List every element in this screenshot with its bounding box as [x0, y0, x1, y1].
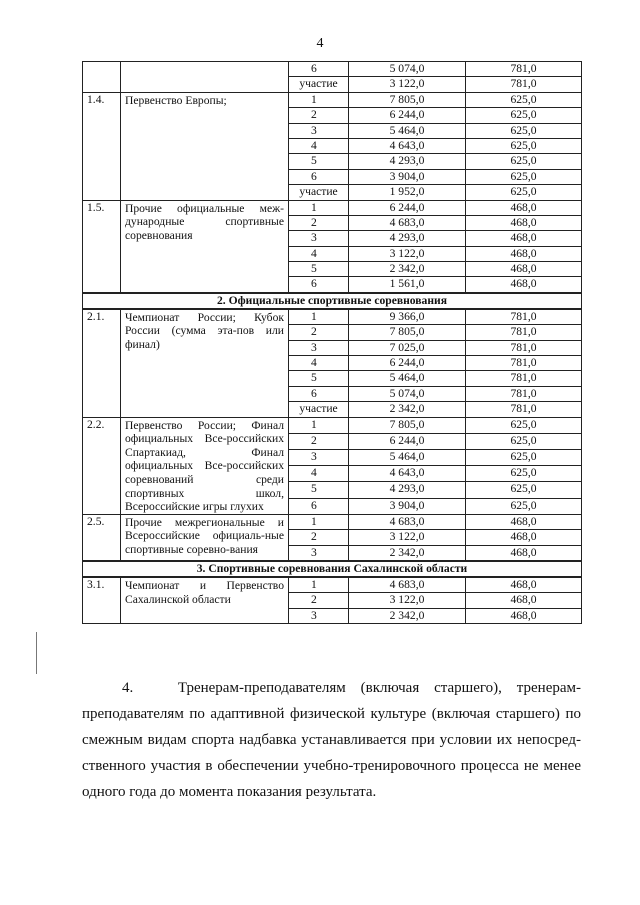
bonus-cell: 625,0	[466, 498, 582, 514]
place-cell: 2	[289, 530, 349, 545]
competition-name: Первенство России; Финал официальных Все-российских Спартакиад, Финал официальных Все-российских соревнований среди спортивных школ, Всероссийские игры глухих	[121, 417, 289, 514]
place-cell: 4	[289, 466, 349, 482]
bonus-cell: 468,0	[466, 545, 582, 561]
place-cell: 6	[289, 498, 349, 514]
bonus-cell: 625,0	[466, 123, 582, 138]
amount-cell: 5 464,0	[349, 123, 466, 138]
place-cell: 6	[289, 62, 349, 77]
page-number: 4	[316, 36, 324, 51]
place-cell: 3	[289, 449, 349, 465]
place-cell: 6	[289, 277, 349, 293]
bonus-cell: 781,0	[466, 356, 582, 371]
place-cell: 3	[289, 340, 349, 355]
amount-cell: 2 342,0	[349, 402, 466, 417]
competition-name: Прочие межрегиональные и Всероссийские официаль-ные спортивные соревно-вания	[121, 514, 289, 561]
bonus-cell: 625,0	[466, 417, 582, 433]
amount-cell: 5 074,0	[349, 62, 466, 77]
amount-cell: 7 805,0	[349, 325, 466, 340]
item-number: 3.1.	[83, 577, 121, 624]
place-cell: 1	[289, 417, 349, 433]
place-cell: 1	[289, 200, 349, 215]
paragraph-text: Тренерам-преподавателям (включая старшего), тренерам-преподавателям по адаптивной физической культуре (включая старшего) по смежным видам спорта надбавка устанавливается при условии их непосред-ственного участия в обеспечении учебно-тренировочного процесса не менее одного года до момента показания результата.	[82, 680, 581, 800]
place-cell: 5	[289, 262, 349, 277]
amount-cell: 4 643,0	[349, 466, 466, 482]
table-row	[83, 417, 582, 433]
amount-cell: 4 683,0	[349, 514, 466, 529]
amount-cell: 6 244,0	[349, 108, 466, 123]
bonus-cell: 468,0	[466, 514, 582, 529]
bonus-cell: 468,0	[466, 277, 582, 293]
place-cell: 5	[289, 154, 349, 169]
amount-cell: 3 122,0	[349, 593, 466, 608]
amount-cell: 5 074,0	[349, 386, 466, 401]
bonus-cell: 781,0	[466, 62, 582, 77]
bonus-cell: 625,0	[466, 169, 582, 184]
item-number: 2.5.	[83, 514, 121, 561]
amount-cell: 5 464,0	[349, 371, 466, 386]
amount-cell: 1 561,0	[349, 277, 466, 293]
place-cell: 3	[289, 231, 349, 246]
place-cell: 4	[289, 356, 349, 371]
bonus-cell: 468,0	[466, 608, 582, 623]
amount-cell: 1 952,0	[349, 185, 466, 200]
bonus-cell: 625,0	[466, 108, 582, 123]
margin-mark	[36, 632, 37, 674]
amount-cell: 2 342,0	[349, 608, 466, 623]
item-number: 1.4.	[83, 92, 121, 200]
amount-cell: 5 464,0	[349, 449, 466, 465]
table-row	[83, 577, 582, 593]
place-cell: 4	[289, 246, 349, 261]
table-row	[83, 309, 582, 325]
bonus-cell: 468,0	[466, 530, 582, 545]
table-row	[83, 514, 582, 529]
competition-name: Прочие официальные меж-дународные спортивные соревнования	[121, 200, 289, 293]
place-cell: 2	[289, 433, 349, 449]
table-row	[83, 62, 582, 77]
bonus-cell: 468,0	[466, 246, 582, 261]
amount-cell: 3 904,0	[349, 498, 466, 514]
place-cell: 1	[289, 309, 349, 325]
table-row	[83, 200, 582, 215]
bonus-cell: 781,0	[466, 371, 582, 386]
place-cell: 3	[289, 123, 349, 138]
bonus-cell: 625,0	[466, 449, 582, 465]
amount-cell: 4 293,0	[349, 154, 466, 169]
section-heading: 3. Спортивные соревнования Сахалинской области	[83, 561, 582, 577]
bonus-cell: 468,0	[466, 200, 582, 215]
amount-cell: 3 122,0	[349, 530, 466, 545]
paragraph-4	[82, 675, 581, 805]
bonus-cell: 468,0	[466, 231, 582, 246]
place-cell: 2	[289, 593, 349, 608]
bonus-cell: 468,0	[466, 593, 582, 608]
amount-cell: 4 683,0	[349, 577, 466, 593]
place-cell: 6	[289, 386, 349, 401]
bonus-cell: 781,0	[466, 340, 582, 355]
amount-cell: 3 122,0	[349, 246, 466, 261]
bonus-cell: 781,0	[466, 325, 582, 340]
amount-cell: 7 805,0	[349, 92, 466, 107]
bonus-cell: 781,0	[466, 309, 582, 325]
place-cell: участие	[289, 77, 349, 92]
section-heading-row	[83, 293, 582, 309]
item-number	[83, 62, 121, 93]
amount-cell: 3 122,0	[349, 77, 466, 92]
place-cell: 3	[289, 545, 349, 561]
bonus-cell: 625,0	[466, 92, 582, 107]
amount-cell: 2 342,0	[349, 262, 466, 277]
bonus-table	[82, 61, 582, 624]
competition-name: Чемпионат России; Кубок России (сумма эта-пов или финал)	[121, 309, 289, 417]
amount-cell: 2 342,0	[349, 545, 466, 561]
bonus-cell: 781,0	[466, 77, 582, 92]
place-cell: 2	[289, 215, 349, 230]
place-cell: 3	[289, 608, 349, 623]
place-cell: 5	[289, 482, 349, 498]
bonus-cell: 468,0	[466, 577, 582, 593]
table-body	[83, 62, 582, 624]
item-number: 1.5.	[83, 200, 121, 293]
bonus-cell: 468,0	[466, 215, 582, 230]
competition-name	[121, 62, 289, 93]
bonus-cell: 781,0	[466, 402, 582, 417]
amount-cell: 7 805,0	[349, 417, 466, 433]
paragraph-number: 4.	[122, 680, 134, 696]
section-heading-row	[83, 561, 582, 577]
bonus-cell: 625,0	[466, 138, 582, 153]
bonus-cell: 625,0	[466, 154, 582, 169]
place-cell: 1	[289, 577, 349, 593]
amount-cell: 4 683,0	[349, 215, 466, 230]
bonus-cell: 625,0	[466, 433, 582, 449]
place-cell: 1	[289, 514, 349, 529]
amount-cell: 6 244,0	[349, 356, 466, 371]
bonus-cell: 625,0	[466, 185, 582, 200]
item-number: 2.2.	[83, 417, 121, 514]
competition-name: Чемпионат и Первенство Сахалинской области	[121, 577, 289, 624]
place-cell: участие	[289, 185, 349, 200]
item-number: 2.1.	[83, 309, 121, 417]
bonus-cell: 625,0	[466, 466, 582, 482]
amount-cell: 7 025,0	[349, 340, 466, 355]
amount-cell: 4 293,0	[349, 482, 466, 498]
place-cell: 1	[289, 92, 349, 107]
amount-cell: 6 244,0	[349, 433, 466, 449]
place-cell: 5	[289, 371, 349, 386]
bonus-cell: 468,0	[466, 262, 582, 277]
amount-cell: 3 904,0	[349, 169, 466, 184]
amount-cell: 4 643,0	[349, 138, 466, 153]
section-heading: 2. Официальные спортивные соревнования	[83, 293, 582, 309]
place-cell: 2	[289, 325, 349, 340]
amount-cell: 6 244,0	[349, 200, 466, 215]
competition-name: Первенство Европы;	[121, 92, 289, 200]
place-cell: 4	[289, 138, 349, 153]
amount-cell: 9 366,0	[349, 309, 466, 325]
table-row	[83, 92, 582, 107]
place-cell: 2	[289, 108, 349, 123]
place-cell: участие	[289, 402, 349, 417]
amount-cell: 4 293,0	[349, 231, 466, 246]
bonus-cell: 781,0	[466, 386, 582, 401]
bonus-cell: 625,0	[466, 482, 582, 498]
place-cell: 6	[289, 169, 349, 184]
